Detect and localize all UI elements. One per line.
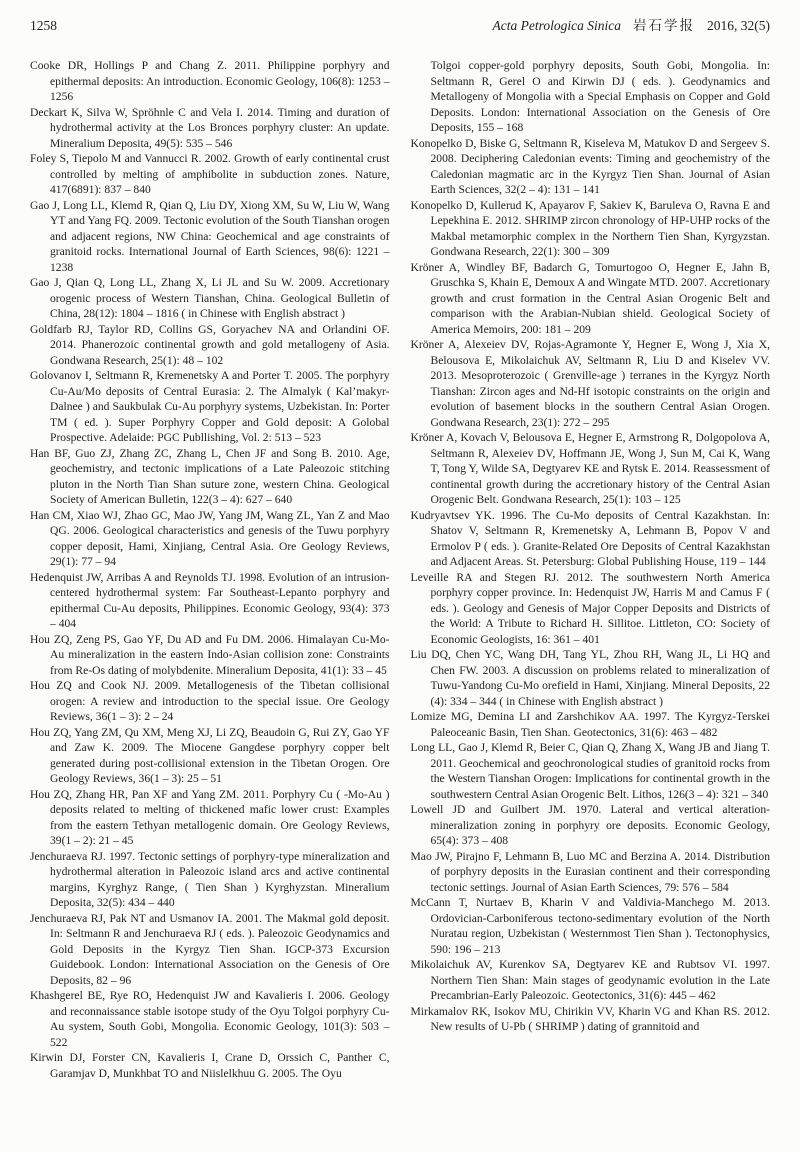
journal-issue: 2016, 32(5) — [707, 18, 770, 33]
reference-entry: Goldfarb RJ, Taylor RD, Collins GS, Goryachev NA and Orlandini OF. 2014. Phanerozoic continental growth and gold metallogeny of Asia. Gondwana Research, 25(1): 48 – 102 — [30, 322, 390, 367]
reference-entry: Gao J, Long LL, Klemd R, Qian Q, Liu DY, Xiong XM, Su W, Liu W, Wang YT and Yang FQ. 2009. Tectonic evolution of the South Tianshan orogen and adjacent regions, NW China: Geochemical and age constraints of granitoid rocks. International Journal of Earth Sciences, 98(6): 1221 – 1238 — [30, 198, 390, 274]
references-section — [30, 58, 770, 1081]
reference-entry: Kudryavtsev YK. 1996. The Cu-Mo deposits of Central Kazakhstan. In: Shatov V, Seltmann R, Kremenetsky A, Lehmann B, Popov V and Ermolov P ( eds. ). Granite-Related Ore Deposits of Central Kazakhstan and Adjacent Areas. St. Petersburg: Global Publishing House, 119 – 144 — [410, 508, 770, 568]
reference-entry: Kröner A, Alexeiev DV, Rojas-Agramonte Y, Hegner E, Wong J, Xia X, Belousova E, Mikolaichuk AV, Seltmann R, Liu D and Kiselev VV. 2013. Mesoproterozoic ( Grenville-age ) terranes in the Kyrgyz North Tianshan: Zircon ages and Nd-Hf isotopic constraints on the origin and evolution of basement blocks in the southern Central Asian Orogen. Gondwana Research, 23(1): 272 – 295 — [410, 338, 770, 429]
page-header — [30, 14, 770, 34]
reference-entry: Leveille RA and Stegen RJ. 2012. The southwestern North America porphyry copper province. In: Hedenquist JW, Harris M and Camus F ( eds. ). Geology and Genesis of Major Copper Deposits and Districts of the World: A Tribute to Richard H. Sillitoe. Littleton, CO: Society of Economic Geologists, 16: 361 – 401 — [410, 570, 770, 646]
reference-entry: Kirwin DJ, Forster CN, Kavalieris I, Crane D, Orssich C, Panther C, Garamjav D, Munkhbat TO and Niislelkhuu G. 2005. The Oyu — [30, 1051, 390, 1080]
page-number: 1258 — [30, 18, 57, 33]
reference-entry: Lomize MG, Demina LI and Zarshchikov AA. 1997. The Kyrgyz-Terskei Paleoceanic Basin, Tien Shan. Geotectonics, 31(6): 463 – 482 — [410, 710, 770, 739]
reference-entry: Lowell JD and Guilbert JM. 1970. Lateral and vertical alteration-mineralization zoning in porphyry ore deposits. Economic Geology, 65(4): 373 – 408 — [410, 803, 770, 847]
reference-entry: Han BF, Guo ZJ, Zhang ZC, Zhang L, Chen JF and Song B. 2010. Age, geochemistry, and tectonic implications of a Late Paleozoic stitching pluton in the North Tian Shan suture zone, western China. Geological Society of American Bulletin, 122(3 – 4): 627 – 640 — [30, 446, 390, 506]
reference-entry: Hou ZQ, Zhang HR, Pan XF and Yang ZM. 2011. Porphyry Cu ( -Mo-Au ) deposits related to melting of thickened mafic lower crust: Examples from the eastern Tethyan metallogenic domain. Ore Geology Reviews, 39(1 – 2): 21 – 45 — [30, 787, 390, 847]
journal-title-cjk: 岩石学报 — [633, 18, 695, 33]
reference-entry: Hou ZQ and Cook NJ. 2009. Metallogenesis of the Tibetan collisional orogen: A review and introduction to the special issue. Ore Geology Reviews, 36(1 – 3): 2 – 24 — [30, 679, 390, 723]
reference-entry: Konopelko D, Kullerud K, Apayarov F, Sakiev K, Baruleva O, Ravna E and Lepekhina E. 2012. SHRIMP zircon chronology of HP-UHP rocks of the Makbal metamorphic complex in the Northern Tien Shan, Kyrgyzstan. Gondwana Research, 22(1): 300 – 309 — [410, 198, 770, 258]
references-column-left — [30, 58, 390, 1081]
reference-entry: Hou ZQ, Yang ZM, Qu XM, Meng XJ, Li ZQ, Beaudoin G, Rui ZY, Gao YF and Zaw K. 2009. The Miocene Gangdese porphyry copper belt generated during post-collisional extension in the Tibetan Orogen. Ore Geology Reviews, 36(1 – 3): 25 – 51 — [30, 725, 390, 785]
journal-title — [493, 14, 770, 34]
reference-entry: Khashgerel BE, Rye RO, Hedenquist JW and Kavalieris I. 2006. Geology and reconnaissance stable isotope study of the Oyu Tolgoi porphyry Cu-Au system, South Gobi, Mongolia. Economic Geology, 101(3): 503 – 522 — [30, 989, 390, 1049]
reference-entry: Jenchuraeva RJ. 1997. Tectonic settings of porphyry-type mineralization and hydrothermal alteration in Paleozoic island arcs and active continental margins, Kyrghyz Range, ( Tien Shan ) Kyrghyzstan. Mineralium Deposita, 32(5): 434 – 440 — [30, 849, 390, 909]
reference-entry: Mikolaichuk AV, Kurenkov SA, Degtyarev KE and Rubtsov VI. 1997. Northern Tien Shan: Main stages of geodynamic evolution in the Late Precambrian-Early Paleozoic. Geotectonics, 31(6): 445 – 462 — [410, 958, 770, 1002]
reference-entry: Konopelko D, Biske G, Seltmann R, Kiseleva M, Matukov D and Sergeev S. 2008. Deciphering Caledonian events: Timing and geochemistry of the Caledonian magmatic arc in the Kyrgyz Tien Shan. Journal of Asian Earth Sciences, 32(2 – 4): 131 – 141 — [410, 136, 770, 196]
reference-entry: Liu DQ, Chen YC, Wang DH, Tang YL, Zhou RH, Wang JL, Li HQ and Chen FW. 2003. A discussion on problems related to mineralization of Tuwu-Yandong Cu-Mo orefield in Hami, Xinjiang. Mineral Deposits, 22 (4): 334 – 344 ( in Chinese with English abstract ) — [410, 648, 770, 708]
reference-entry: Cooke DR, Hollings P and Chang Z. 2011. Philippine porphyry and epithermal deposits: An introduction. Economic Geology, 106(8): 1253 – 1256 — [30, 59, 390, 103]
reference-entry: Jenchuraeva RJ, Pak NT and Usmanov IA. 2001. The Makmal gold deposit. In: Seltmann R and Jenchuraeva RJ ( eds. ). Paleozoic Geodynamics and Gold Deposits in the Kyrgyz Tien Shan. IGCP-373 Excursion Guidebook. London: International Association on the Genesis of Ore Deposits, 82 – 96 — [30, 911, 390, 987]
reference-continuation: Tolgoi copper-gold porphyry deposits, South Gobi, Mongolia. In: Seltmann R, Gerel O and Kirwin DJ ( eds. ). Geodynamics and Metallogeny of Mongolia with a Special Emphasis on Copper and Gold Deposits. London: International Association on the Genesis of Ore Deposits, 155 – 168 — [430, 59, 770, 134]
reference-entry: Golovanov I, Seltmann R, Kremenetsky A and Porter T. 2005. The porphyry Cu-Au/Mo deposits of Central Eurasia: 2. The Almalyk ( Kal’makyr-Dalnee ) and Saukbulak Cu-Au porphyry systems, Uzbekistan. In: Porter TM ( ed. ). Super Porphyry Copper and Gold deposit: A Golobal Prospective. Adelaide: PGC Publlishing, Vol. 2: 513 – 523 — [30, 369, 390, 444]
reference-entry: Kröner A, Kovach V, Belousova E, Hegner E, Armstrong R, Dolgopolova A, Seltmann R, Alexeiev DV, Hoffmann JE, Wong J, Sun M, Cai K, Wang T, Tong Y, Wilde SA, Degtyarev KE and Rytsk E. 2014. Reassessment of continental growth during the accretionary history of the Central Asian Orogenic Belt. Gondwana Research, 25(1): 103 – 125 — [410, 431, 770, 506]
reference-entry: Long LL, Gao J, Klemd R, Beier C, Qian Q, Zhang X, Wang JB and Jiang T. 2011. Geochemical and geochronological studies of granitoid rocks from the Western Tianshan Orogen: Implications for continental growth in the southwestern Central Asian Orogenic Belt. Lithos, 126(3 – 4): 321 – 340 — [410, 741, 770, 801]
reference-entry: Han CM, Xiao WJ, Zhao GC, Mao JW, Yang JM, Wang ZL, Yan Z and Mao QG. 2006. Geological characteristics and genesis of the Tuwu porphyry copper deposit, Hami, Xinjiang, Central Asia. Ore Geology Reviews, 29(1): 77 – 94 — [30, 508, 390, 568]
references-column-right — [411, 58, 771, 1081]
reference-entry: Kröner A, Windley BF, Badarch G, Tomurtogoo O, Hegner E, Jahn B, Gruschka S, Khain E, Demoux A and Wingate MTD. 2007. Accretionary growth and crust formation in the Central Asian Orogenic Belt and comparison with the Arabian-Nubian shield. Geological Society of America Memoirs, 200: 181 – 209 — [410, 260, 770, 336]
reference-entry: Deckart K, Silva W, Spröhnle C and Vela I. 2014. Timing and duration of hydrothermal activity at the Los Bronces porphyry cluster: An update. Mineralium Deposita, 49(5): 535 – 546 — [30, 105, 390, 150]
reference-entry: Hedenquist JW, Arribas A and Reynolds TJ. 1998. Evolution of an intrusion-centered hydrothermal system: Far Southeast-Lepanto porphyry and epithermal Cu-Au deposits, Philippines. Economic Geology, 93(4): 373 – 404 — [30, 570, 390, 630]
reference-entry: Mirkamalov RK, Isokov MU, Chirikin VV, Kharin VG and Khan RS. 2012. New results of U-Pb ( SHRIMP ) dating of grannitoid and — [410, 1004, 770, 1033]
reference-entry: Foley S, Tiepolo M and Vannucci R. 2002. Growth of early continental crust controlled by melting of amphibolite in subduction zones. Nature, 417(6891): 837 – 840 — [30, 152, 390, 196]
reference-entry: Hou ZQ, Zeng PS, Gao YF, Du AD and Fu DM. 2006. Himalayan Cu-Mo-Au mineralization in the eastern Indo-Asian collision zone: Constraints from Re-Os dating of molybdenite. Mineralium Deposita, 41(1): 33 – 45 — [30, 632, 390, 677]
reference-entry: Gao J, Qian Q, Long LL, Zhang X, Li JL and Su W. 2009. Accretionary orogenic process of Western Tianshan, China. Geological Bulletin of China, 28(12): 1804 – 1816 ( in Chinese with English abstract ) — [30, 276, 390, 320]
journal-title-latin: Acta Petrologica Sinica — [492, 18, 621, 33]
reference-entry: McCann T, Nurtaev B, Kharin V and Valdivia-Manchego M. 2013. Ordovician-Carboniferous tectono-sedimentary evolution of the North Nuratau region, Uzbekistan ( Westernmost Tien Shan ). Tectonophysics, 590: 196 – 213 — [410, 896, 770, 956]
reference-entry: Mao JW, Pirajno F, Lehmann B, Luo MC and Berzina A. 2014. Distribution of porphyry deposits in the Eurasian continent and their corresponding tectonic settings. Journal of Asian Earth Sciences, 79: 576 – 584 — [410, 849, 770, 894]
